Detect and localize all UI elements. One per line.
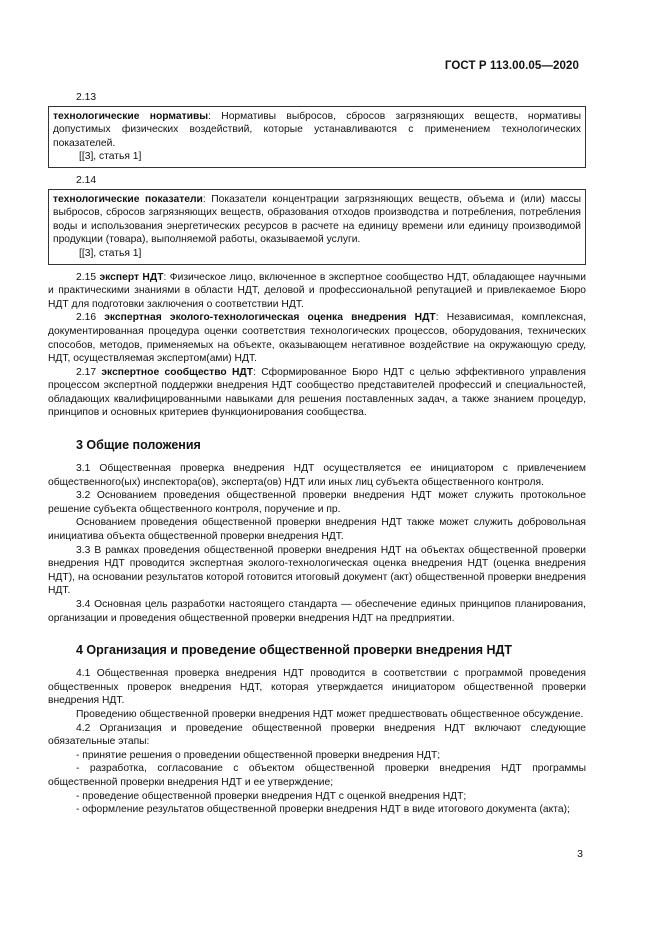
section-heading: 4 Организация и проведение общественной проверки внедрения НДТ — [76, 643, 513, 658]
paragraph: Основанием проведения общественной проверки внедрения НДТ также может служить добровольная инициатива объекта общественной проверки внедрения НДТ. — [48, 517, 586, 543]
definition-term: экспертное сообщество НДТ — [101, 366, 254, 378]
section-heading: 3 Общие положения — [76, 438, 201, 453]
term-text: : Нормативы выбросов, сбросов загрязняющих веществ, нормативы допустимых физических воздействий, которые устанавливаются с применением технологических показателей. — [53, 110, 581, 149]
term-box — [48, 106, 586, 168]
term-text: : Показатели концентрации загрязняющих веществ, объема и (или) массы выбросов, сбросов загрязняющих веществ, образования отходов производства и потребления, потребления воды и использования энергетических ресурсов в расчете на единицу времени или единицу производимой продукции (товара), выполняемой работы, оказываемой услуги. — [53, 193, 581, 246]
term-number: 2.14 — [76, 174, 97, 186]
term-definition — [53, 110, 581, 151]
term-name: технологические нормативы — [53, 110, 209, 122]
term-reference: [[3], статья 1] — [79, 151, 142, 163]
list-item: - принятие решения о проведении общественной проверки внедрения НДТ; — [76, 749, 441, 761]
list-item: - оформление результатов общественной проверки внедрения НДТ в виде итогового документа (акта); — [76, 804, 570, 816]
paragraph: 4.2 Организация и проведение общественной проверки внедрения НДТ включают следующие обязательные этапы: — [48, 722, 586, 748]
definition-text: : Физическое лицо, включенное в экспертное сообщество НДТ, обладающее научными и практическими знаниями в области НДТ, деловой и профессиональной репутацией и привлекаемое Бюро НДТ для подготовки заключения о соответствии НДТ. — [48, 271, 586, 310]
definition-paragraph — [48, 311, 586, 365]
definition-paragraph — [48, 271, 586, 312]
definition-number: 2.15 — [76, 271, 97, 283]
definition-term: эксперт НДТ — [99, 271, 164, 283]
term-box — [48, 189, 586, 265]
document-header: ГОСТ Р 113.00.05—2020 — [444, 60, 579, 72]
term-name: технологические показатели — [53, 193, 203, 205]
definition-number: 2.17 — [76, 366, 97, 378]
paragraph: 3.2 Основанием проведения общественной проверки внедрения НДТ может служить протокольное решение субъекта общественного контроля, поручение и пр. — [48, 490, 586, 515]
definition-term: экспертная эколого-технологическая оценка внедрения НДТ — [104, 312, 436, 324]
paragraph: 4.1 Общественная проверка внедрения НДТ проводится в соответствии с программой проведения общественных проверок внедрения НДТ, которая утверждается инициатором общественной проверки внедрения НДТ. — [48, 668, 586, 707]
paragraph: Проведению общественной проверки внедрения НДТ может предшествовать общественное обсуждение. — [76, 708, 584, 720]
term-number: 2.13 — [76, 92, 97, 103]
paragraph: 3.4 Основная цель разработки настоящего стандарта — обеспечение единых принципов планирования, организации и проведения общественной проверки внедрения НДТ на предприятии. — [48, 599, 586, 624]
term-definition — [53, 193, 581, 247]
definition-paragraph — [48, 366, 586, 420]
definition-text: : Независимая, комплексная, документированная процедура оценки соответствия технологических процессов, оборудования, технических способов, методов, применяемых на объекте, оказывающем негативное воздействие на окружающую среду, НДТ, осуществляемая экспертом(ами) НДТ. — [48, 312, 586, 365]
term-reference: [[3], статья 1] — [79, 247, 142, 259]
definition-number: 2.16 — [76, 312, 97, 324]
page-number: 3 — [577, 848, 583, 860]
list-item: - проведение общественной проверки внедрения НДТ с оценкой внедрения НДТ; — [76, 790, 467, 802]
list-item: - разработка, согласование с объектом общественной проверки внедрения НДТ программы общественной проверки внедрения НДТ и ее утверждение; — [48, 763, 586, 788]
paragraph: 3.1 Общественная проверка внедрения НДТ осуществляется ее инициатором с привлечением общественного(ых) инспектора(ов), эксперта(ов) НДТ или иных лиц субъекта общественного контроля. — [48, 463, 586, 488]
document-body — [48, 91, 586, 817]
definition-text: : Сформированное Бюро НДТ с целью эффективного управления процессом экспертной поддержки внедрения НДТ сообщество представителей профессий и специальностей, обладающих квалифицированными навыками для решения поставленных задач, а также знанием процедур, принципов и основных критериев функционирования сообщества. — [48, 366, 586, 419]
paragraph: 3.3 В рамках проведения общественной проверки внедрения НДТ на объектах общественной проверки внедрения НДТ проводится экспертная эколого-технологическая оценка внедрения НДТ (оценка внедрения НДТ), на основании результатов которой готовится итоговый документ (акт) общественной проверки внедрения НДТ. — [48, 544, 586, 597]
